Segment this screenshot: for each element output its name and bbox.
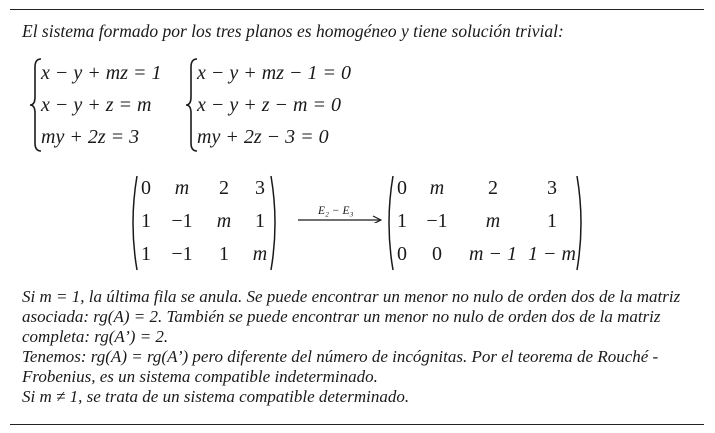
equation-2: x − y + z − m = 0: [197, 94, 341, 116]
matrix-cell: 1 − m: [528, 243, 576, 265]
matrix-cell: 1: [141, 243, 151, 265]
matrix-cell: 2: [488, 177, 498, 199]
matrix-cell: −1: [171, 243, 193, 265]
intro-text: El sistema formado por los tres planos es homogéneo y tiene solución trivial:: [22, 21, 564, 41]
bottom-rule: [10, 424, 704, 425]
matrix-cell: m: [485, 210, 501, 232]
matrix-cell: −1: [426, 210, 448, 232]
equation-1: x − y + mz = 1: [41, 62, 162, 84]
paragraph-rouche-frobenius: Tenemos: rg(A) = rg(A’) pero diferente del número de incógnitas. Por el teorema de Rouché - Frobenius, es un sistema compatible indeterminado.: [22, 347, 659, 386]
matrix-cell: 3: [255, 177, 265, 199]
explanation-text: [22, 287, 704, 407]
matrix-cell: 0: [397, 177, 407, 199]
matrix-right: [384, 174, 586, 274]
matrix-cell: 0: [141, 177, 151, 199]
row-operation-label: E₂ − E₃: [318, 205, 354, 217]
equation-1: x − y + mz − 1 = 0: [197, 62, 351, 84]
matrix-cell: 1: [141, 210, 151, 232]
top-rule: [10, 9, 704, 10]
equation-3: my + 2z − 3 = 0: [197, 126, 329, 148]
matrix-cell: m: [252, 243, 268, 265]
matrix-cell: 2: [219, 177, 229, 199]
matrix-cell: 1: [397, 210, 407, 232]
paragraph-conclusion: Si m ≠ 1, se trata de un sistema compatible determinado.: [22, 387, 410, 406]
matrix-cell: −1: [171, 210, 193, 232]
paragraph-rank-case: Si m = 1, la última fila se anula. Se puede encontrar un menor no nulo de orden dos de la matriz asociada: rg(A) = 2. También se puede encontrar un menor no nulo de orden dos de la matriz completa: rg(A’) = 2.: [22, 287, 681, 346]
matrix-cell: 0: [397, 243, 407, 265]
matrix-cell: m: [429, 177, 445, 199]
matrix-cell: 1: [219, 243, 229, 265]
equation-2: x − y + z = m: [41, 94, 152, 116]
matrix-cell: 1: [547, 210, 557, 232]
matrix-cell: m: [174, 177, 190, 199]
matrix-cell: m: [216, 210, 232, 232]
matrix-cell: 3: [547, 177, 557, 199]
equation-3: my + 2z = 3: [41, 126, 140, 148]
matrix-cell: 0: [432, 243, 442, 265]
matrix-left: [128, 174, 280, 274]
matrix-cell: 1: [255, 210, 265, 232]
matrix-cell: m − 1: [469, 243, 517, 265]
